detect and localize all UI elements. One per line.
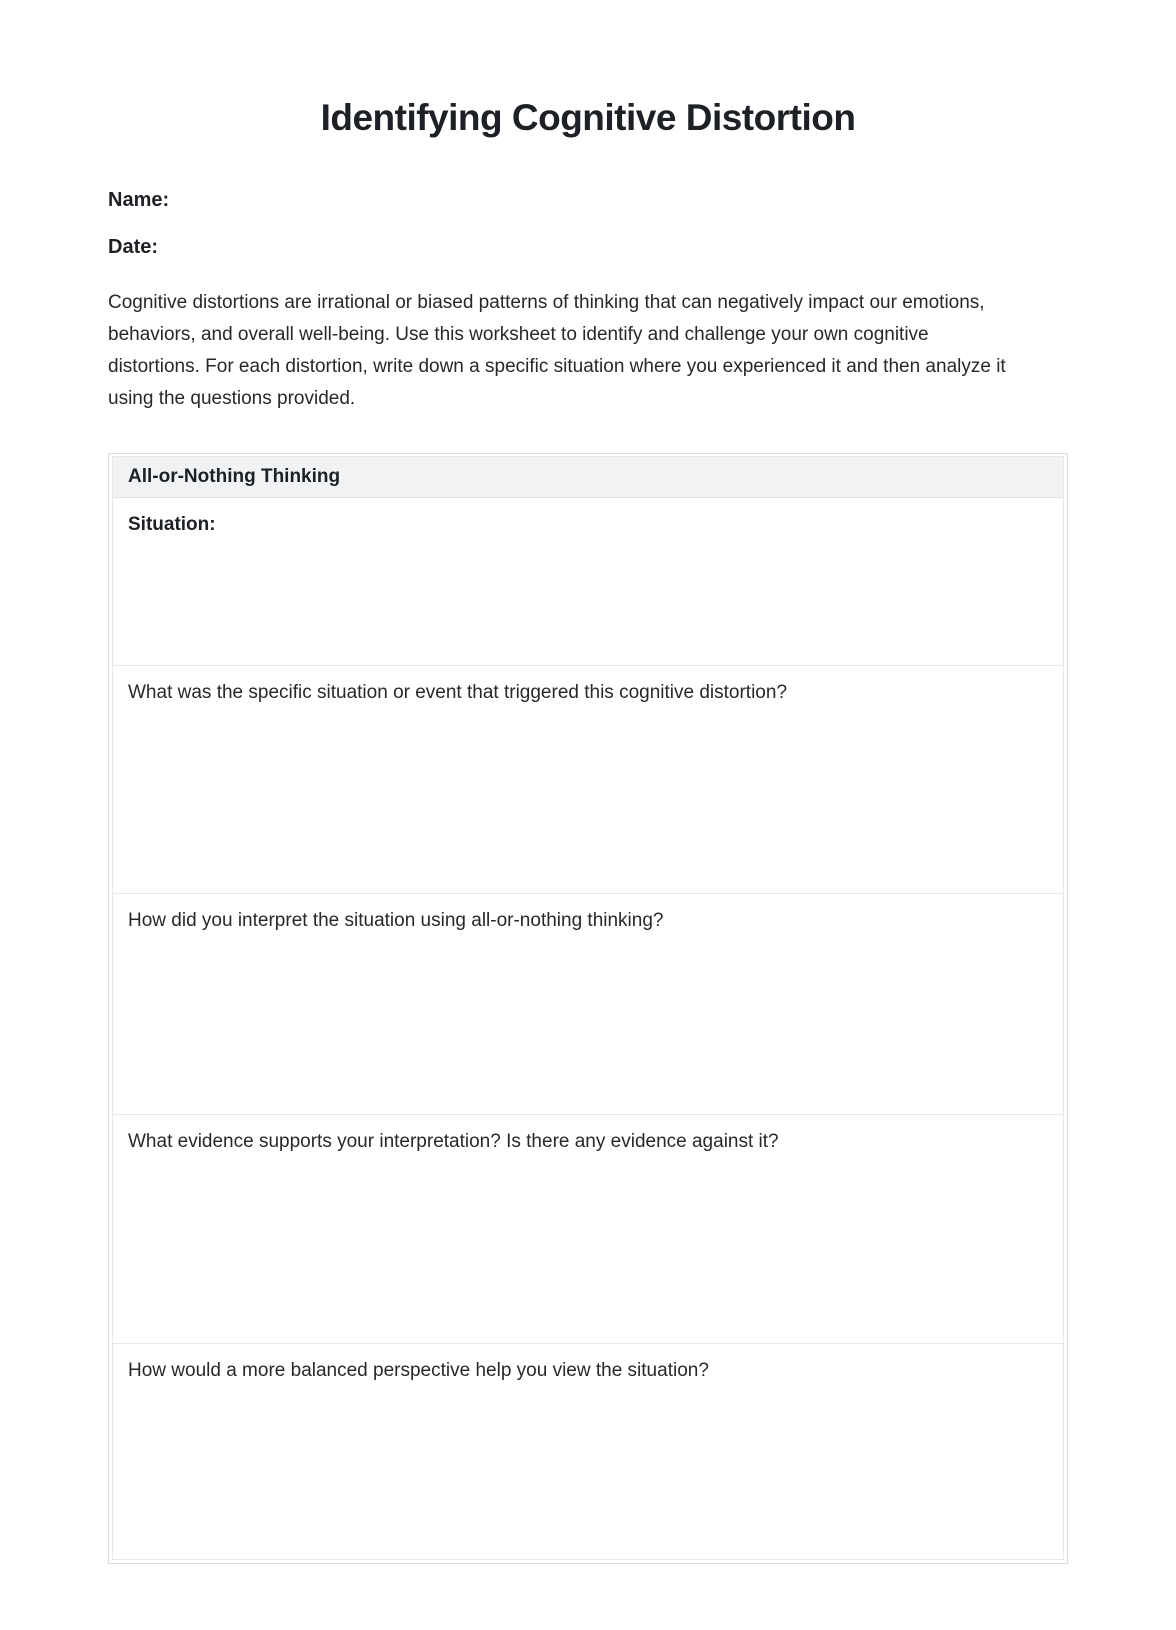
question-row xyxy=(113,1343,1063,1559)
worksheet-table-inner xyxy=(112,456,1064,1560)
question-text: What evidence supports your interpretation? Is there any evidence against it? xyxy=(128,1131,779,1153)
question-text: How would a more balanced perspective help you view the situation? xyxy=(128,1360,709,1382)
question-row xyxy=(113,665,1063,893)
worksheet-table xyxy=(108,453,1068,1564)
document-title: Identifying Cognitive Distortion xyxy=(320,97,856,138)
section-header-label: All-or-Nothing Thinking xyxy=(128,466,341,488)
intro-paragraph: Cognitive distortions are irrational or biased patterns of thinking that can negatively impact our emotions, behaviors, and overall well-being. Use this worksheet to identify and challenge your own cognitive distortions. For each distortion, write down a specific situation where you experienced it and then analyze it using the questions provided. xyxy=(108,292,1006,410)
question-text: How did you interpret the situation using all-or-nothing thinking? xyxy=(128,910,664,932)
section-header-row xyxy=(113,457,1063,498)
question-row xyxy=(113,1114,1063,1343)
situation-label: Situation: xyxy=(128,514,216,536)
date-label: Date: xyxy=(108,236,159,259)
question-text: What was the specific situation or event that triggered this cognitive distortion? xyxy=(128,682,788,704)
name-label: Name: xyxy=(108,189,170,212)
question-row xyxy=(113,893,1063,1114)
situation-cell xyxy=(113,498,1063,665)
